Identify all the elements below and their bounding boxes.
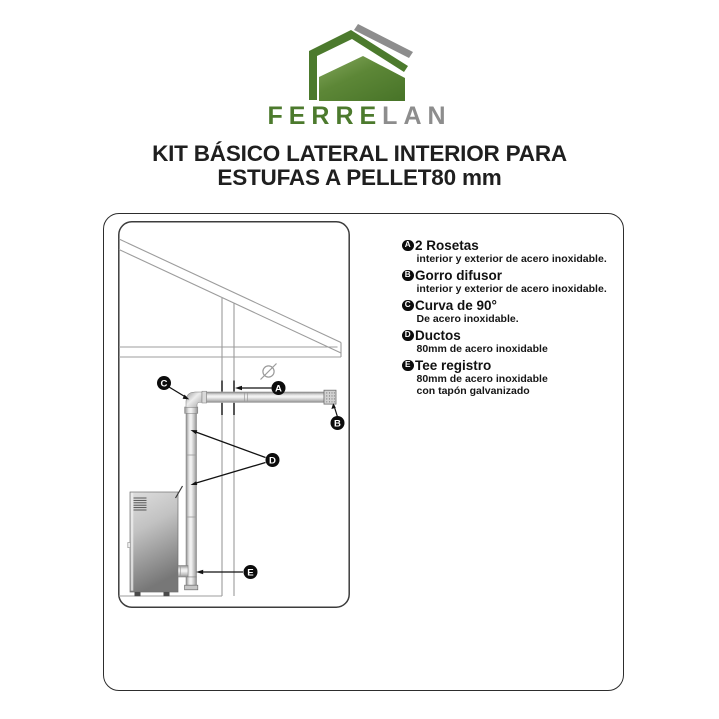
letter-badge-d: D xyxy=(402,330,414,342)
letter-badge-b: B xyxy=(402,270,414,282)
page-title xyxy=(0,142,719,189)
legend-item-d xyxy=(402,328,624,355)
legend-sub-d: 80mm de acero inoxidable xyxy=(416,343,548,355)
svg-text:D: D xyxy=(269,455,276,467)
letter-badge-e: E xyxy=(402,360,414,372)
elbow-collar xyxy=(185,407,198,413)
legend-sub-e1: 80mm de acero inoxidable xyxy=(416,373,548,385)
legend-item-c xyxy=(402,298,624,325)
legend-item-a xyxy=(402,238,624,265)
tee-stub xyxy=(178,566,188,578)
letter-badge-c: C xyxy=(402,300,414,312)
legend-sub-c: De acero inoxidable. xyxy=(416,313,519,325)
tee-plug-cap xyxy=(185,585,198,590)
brand-text-green: FERRE xyxy=(267,102,383,130)
svg-text:B: B xyxy=(334,418,341,430)
stove-foot-left xyxy=(135,592,141,596)
letter-badge-a: A xyxy=(402,240,414,252)
label-b xyxy=(331,416,345,430)
legend-heading-e: Tee registro xyxy=(415,358,492,373)
parts-legend xyxy=(402,238,624,400)
brand-text xyxy=(0,103,719,129)
stove-side-knob xyxy=(128,543,131,548)
ferrelan-house-logo-icon xyxy=(303,24,415,106)
tee-lower-pipe xyxy=(186,577,197,585)
legend-sub-b: interior y exterior de acero inoxidable. xyxy=(416,283,607,295)
label-a xyxy=(272,381,286,395)
svg-text:A: A xyxy=(275,383,282,395)
legend-sub-e2: con tapón galvanizado xyxy=(416,385,530,397)
label-e xyxy=(244,565,258,579)
stove-edge-highlight xyxy=(131,493,134,591)
legend-heading-d: Ductos xyxy=(415,328,461,343)
stove-foot-right xyxy=(164,592,170,596)
legend-item-b xyxy=(402,268,624,295)
svg-text:E: E xyxy=(247,567,254,579)
horizontal-duct xyxy=(207,392,324,402)
vertical-duct xyxy=(186,413,197,577)
stove-body xyxy=(130,492,178,592)
title-line-1: KIT BÁSICO LATERAL INTERIOR PARA xyxy=(152,141,567,166)
label-c xyxy=(157,376,171,390)
legend-heading-a: 2 Rosetas xyxy=(415,238,479,253)
legend-sub-a: interior y exterior de acero inoxidable. xyxy=(416,253,607,265)
svg-text:C: C xyxy=(160,378,168,390)
legend-heading-b: Gorro difusor xyxy=(415,268,502,283)
elbow-joint-ring xyxy=(202,391,207,403)
legend-item-e xyxy=(402,358,624,397)
legend-heading-c: Curva de 90° xyxy=(415,298,497,313)
pellet-stove xyxy=(128,486,183,596)
brand-text-gray: LAN xyxy=(382,102,452,130)
title-line-2: ESTUFAS A PELLET80 mm xyxy=(217,164,502,190)
installation-diagram xyxy=(118,221,350,608)
label-d xyxy=(266,453,280,467)
